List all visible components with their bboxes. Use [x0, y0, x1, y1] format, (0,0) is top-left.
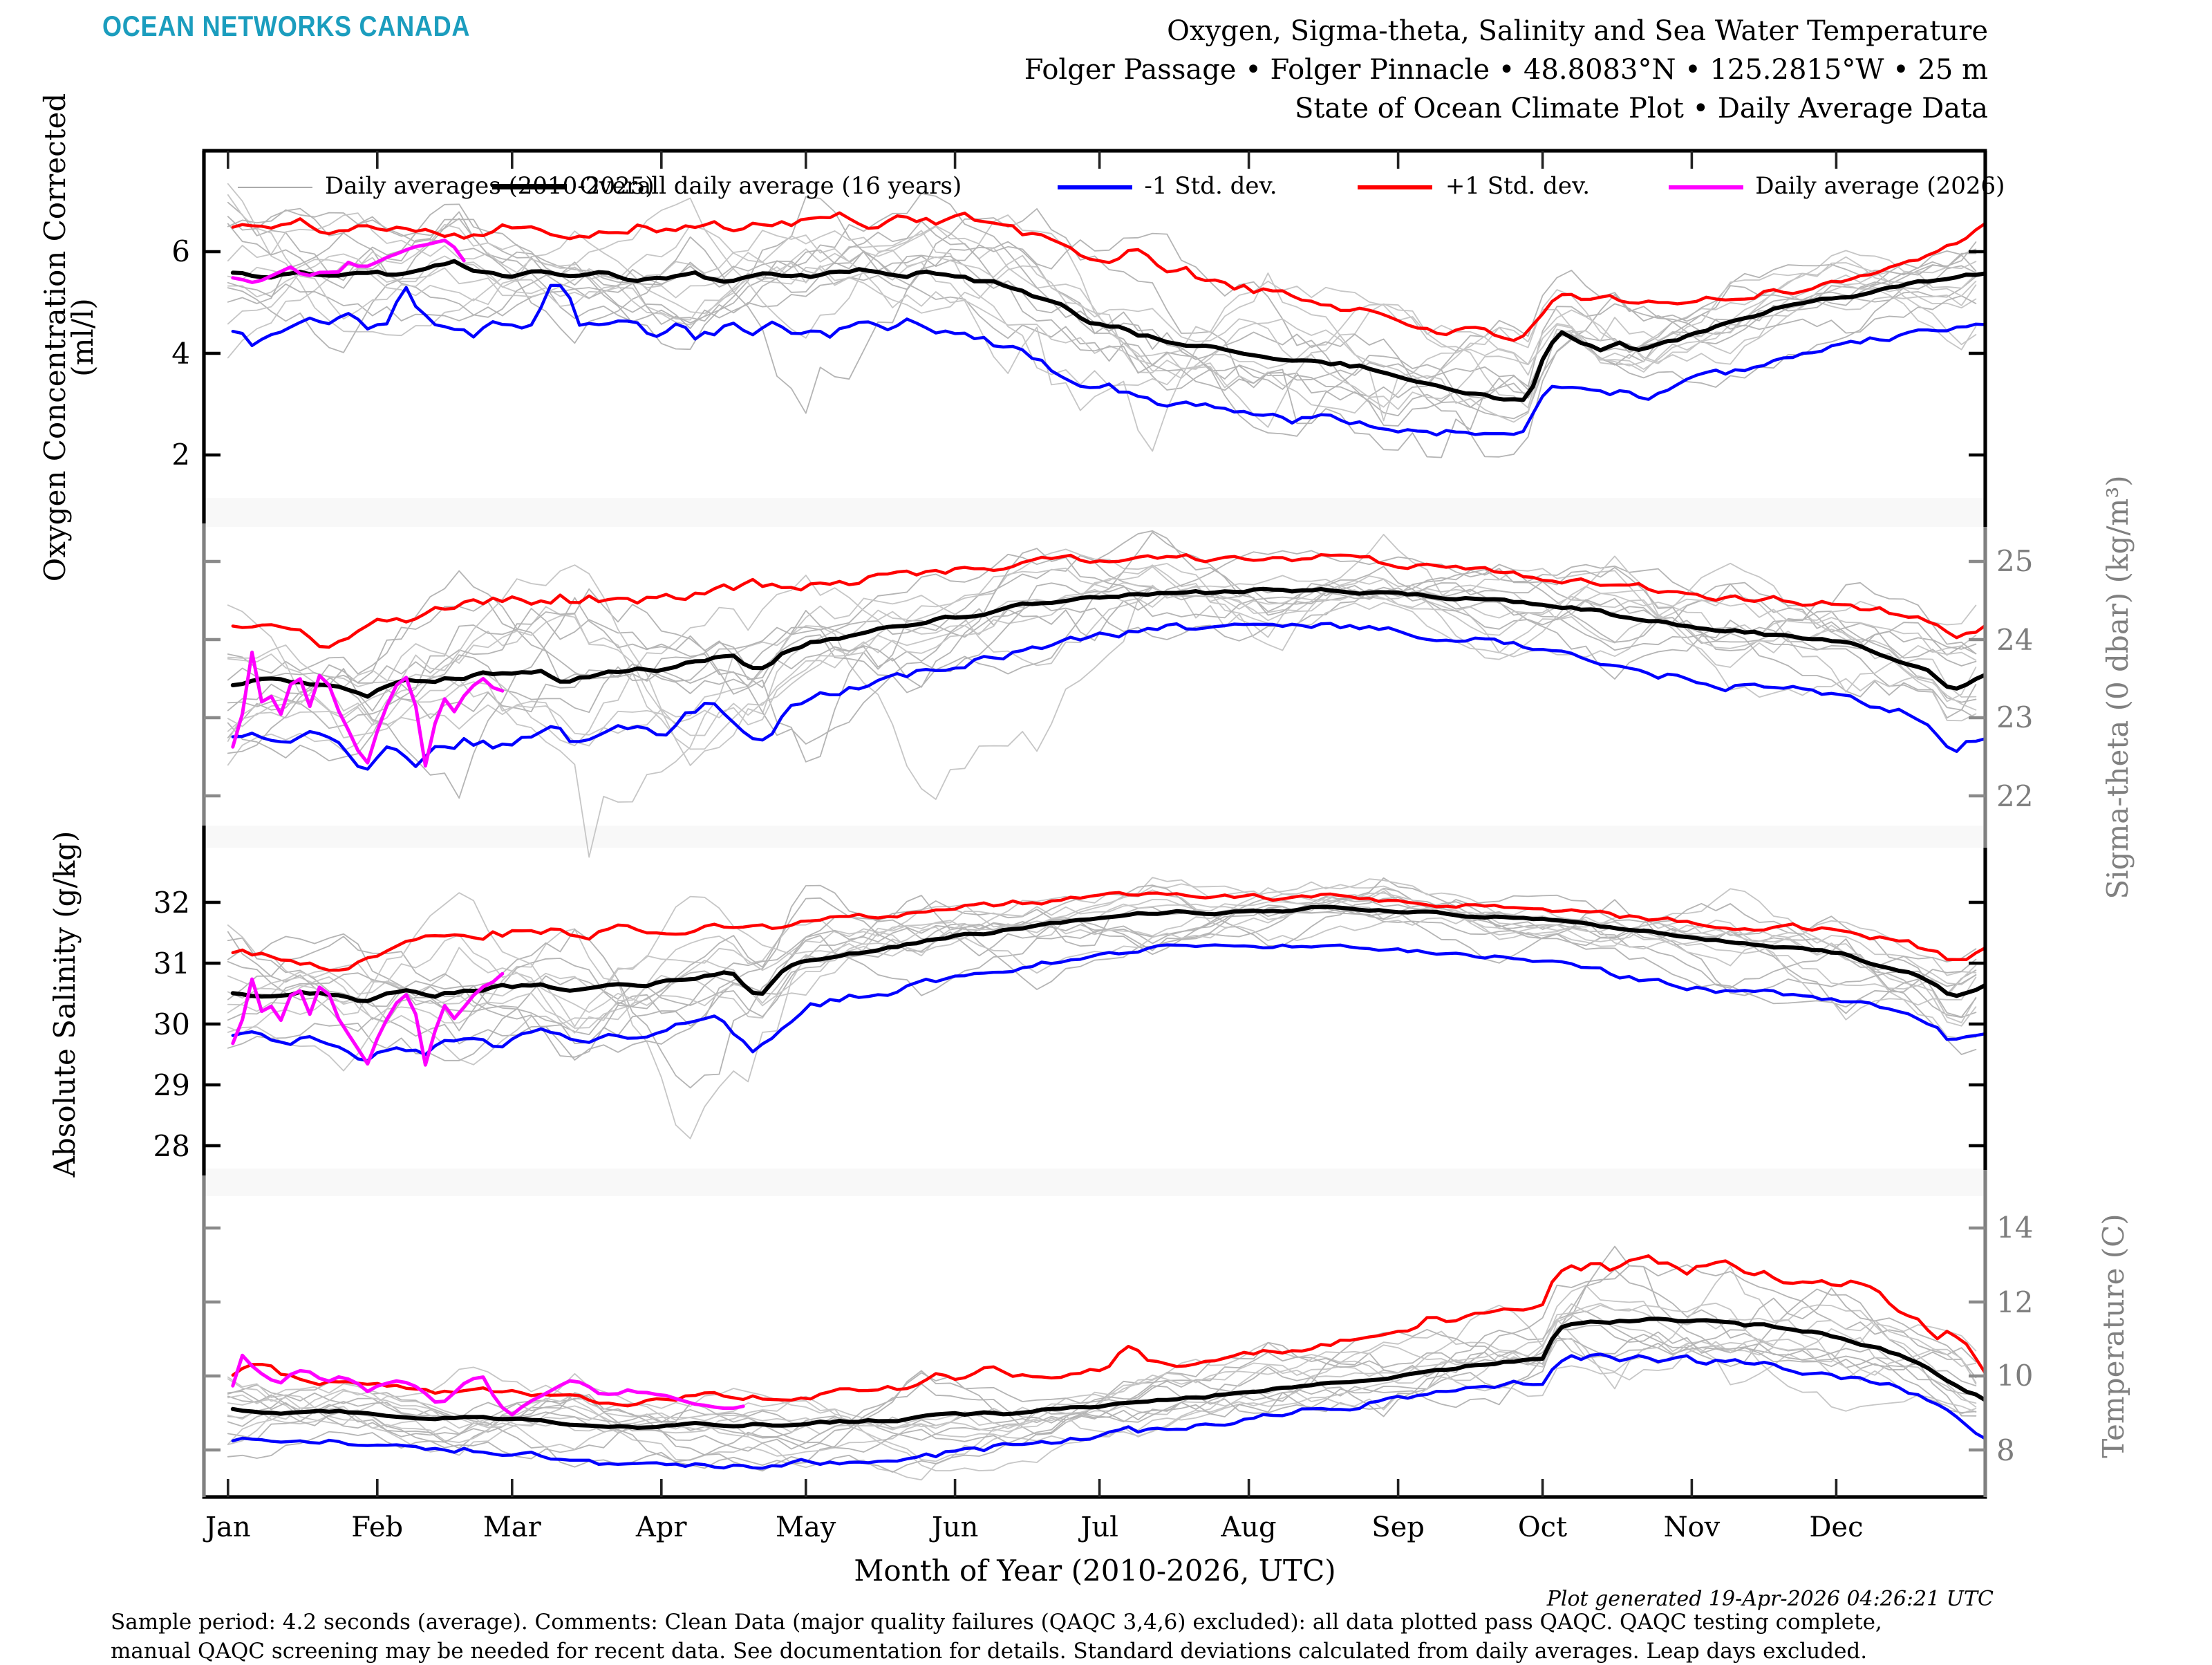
sigma_theta-tick-label: 22: [1996, 779, 2034, 812]
x-tick-label-jun: Jun: [931, 1510, 979, 1543]
legend-label: +1 Std. dev.: [1445, 173, 1591, 201]
legend-line-swatch: [1668, 185, 1743, 189]
sigma_theta-yearly-gray-line: [228, 565, 1976, 735]
sigma_theta-tick-label: 23: [1996, 701, 2034, 734]
legend-item-4: [1668, 171, 2005, 202]
legend-label: -1 Std. dev.: [1144, 173, 1277, 201]
sigma-theta-axis-label: Sigma-theta (0 dbar) (kg/m³): [2101, 475, 2135, 900]
salinity-tick-label: 28: [153, 1129, 190, 1162]
plot-generated-timestamp: Plot generated 19-Apr-2026 04:26:21 UTC: [1546, 1586, 1994, 1611]
title-plot-type: State of Ocean Climate Plot • Daily Average Data: [1294, 91, 1988, 124]
temperature-tick-label: 12: [1996, 1285, 2034, 1319]
x-tick-label-nov: Nov: [1663, 1510, 1721, 1543]
x-axis-label: Month of Year (2010-2026, UTC): [854, 1554, 1336, 1588]
salinity-tick-label: 32: [153, 886, 190, 919]
legend-line-swatch: [1057, 185, 1132, 189]
salinity-yearly-gray-line: [228, 885, 1976, 1054]
legend-line-swatch: [238, 186, 312, 187]
legend-label: Overall daily average (16 years): [579, 173, 962, 201]
oxygen-axis-unit-label: (ml/l): [66, 298, 100, 377]
x-tick-label-sep: Sep: [1371, 1510, 1425, 1543]
oxygen-tick-label: 6: [171, 235, 190, 268]
oxygen-yearly-gray-line: [228, 225, 1976, 452]
x-tick-label-mar: Mar: [482, 1510, 541, 1543]
footer-comments: [111, 1608, 1882, 1665]
oxygen-axis-label: Oxygen Concentration Corrected: [39, 93, 72, 582]
salinity-tick-label: 30: [153, 1007, 190, 1041]
legend-label: Daily average (2026): [1755, 173, 2005, 201]
title-variables: Oxygen, Sigma-theta, Salinity and Sea Water Temperature: [1167, 14, 1988, 47]
legend-item-1: [492, 171, 962, 202]
salinity-yearly-gray-line: [228, 878, 1976, 1061]
ocean-networks-canada-logo: OCEAN NETWORKS CANADA: [102, 11, 471, 43]
temperature-tick-label: 14: [1996, 1211, 2034, 1245]
oxygen-tick-label: 2: [171, 438, 190, 472]
salinity-axis-label: Absolute Salinity (g/kg): [48, 830, 82, 1178]
x-tick-label-apr: Apr: [635, 1510, 687, 1543]
x-tick-label-aug: Aug: [1221, 1510, 1277, 1543]
temperature-yearly-gray-line: [228, 1321, 1976, 1471]
oxygen-tick-label: 4: [171, 337, 190, 370]
x-tick-label-feb: Feb: [351, 1510, 404, 1543]
sigma_theta-tick-label: 24: [1996, 623, 2034, 656]
footer-line-1: Sample period: 4.2 seconds (average). Comments: Clean Data (major quality failures (QAQC 3,4,6) excluded): all data plotted pass QAQC. QAQC testing complete,: [111, 1610, 1882, 1635]
sigma_theta-tick-label: 25: [1996, 545, 2034, 578]
x-tick-label-may: May: [776, 1510, 836, 1543]
temperature-yearly-gray-line: [228, 1326, 1976, 1472]
x-tick-label-oct: Oct: [1517, 1510, 1568, 1543]
sigma_theta-yearly-gray-line: [228, 550, 1976, 761]
sigma_theta-yearly-gray-line: [228, 548, 1976, 753]
temperature-tick-label: 10: [1996, 1359, 2034, 1393]
sigma_theta-minus1sd-line: [233, 624, 1986, 770]
legend-line-swatch: [1358, 185, 1433, 189]
legend-line-swatch: [492, 184, 567, 189]
legend-item-3: [1358, 171, 1590, 202]
x-tick-label-jan: Jan: [205, 1510, 251, 1543]
temperature-plus1sd-line: [233, 1256, 1986, 1406]
temperature-tick-label: 8: [1996, 1433, 2015, 1467]
salinity-tick-label: 31: [153, 947, 190, 980]
oxygen-yearly-gray-line: [228, 225, 1976, 409]
temperature-axis-label: Temperature (C): [2097, 1213, 2130, 1458]
temperature-yearly-gray-line: [228, 1314, 1976, 1433]
x-tick-label-dec: Dec: [1809, 1510, 1864, 1543]
title-location: Folger Passage • Folger Pinnacle • 48.8083°N • 125.2815°W • 25 m: [1024, 53, 1988, 86]
legend-item-2: [1057, 171, 1277, 202]
legend-label: Daily averages (2010-2025): [324, 173, 655, 201]
footer-line-2: manual QAQC screening may be needed for recent data. See documentation for details. Standard deviations calculated from daily averages. Leap days excluded.: [111, 1638, 1868, 1663]
x-tick-label-jul: Jul: [1080, 1510, 1118, 1543]
salinity-tick-label: 29: [153, 1068, 190, 1101]
temperature-yearly-gray-line: [228, 1303, 1976, 1449]
